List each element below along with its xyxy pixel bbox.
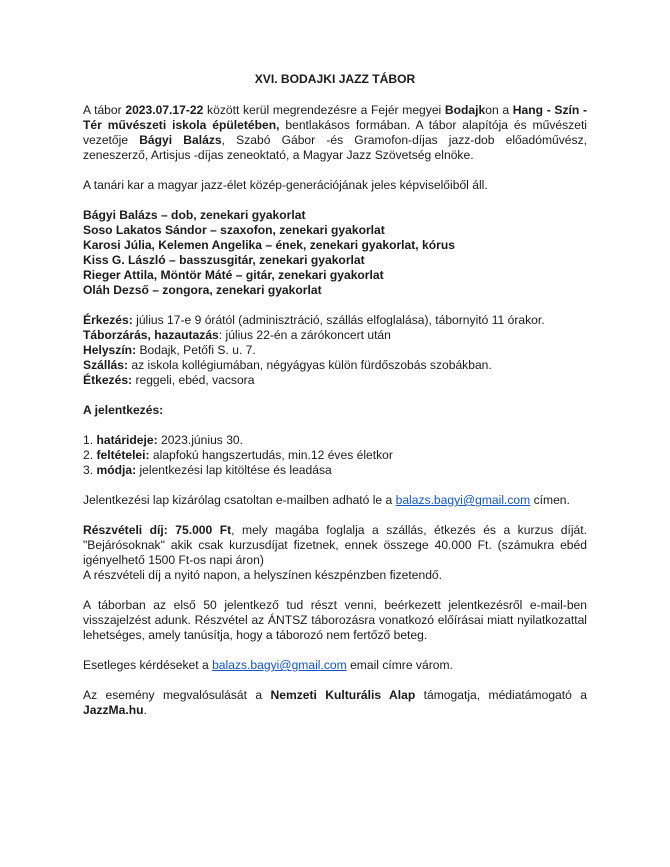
intro-text-2: között kerül megrendezésre a Fejér megyei bbox=[203, 103, 445, 117]
location-line bbox=[83, 343, 587, 358]
intro-text-1: A tábor bbox=[83, 103, 126, 117]
lodging-label: Szállás: bbox=[83, 358, 129, 372]
lodging-text: az iskola kollégiumában, négyágyas külön fürdőszobás szobákban. bbox=[128, 358, 492, 372]
camp-dates: 2023.07.17-22 bbox=[125, 103, 204, 117]
fee-paragraph bbox=[83, 523, 587, 583]
teacher-item: Rieger Attila, Möntör Máté – gitár, zenekari gyakorlat bbox=[83, 268, 384, 282]
questions-email-link[interactable]: balazs.bagyi@gmail.com bbox=[212, 658, 347, 672]
conditions-text: alapfokú hangszertudás, min.12 éves életkor bbox=[149, 448, 393, 462]
intro-text-5: , Szabó Gábor -és Gramofon-díjas jazz-dob előadóművész, zeneszerző, Artisjus -díjas zeneoktató, a Magyar Jazz Szövetség elnöke. bbox=[83, 133, 587, 162]
questions-text-2: email címre várom. bbox=[346, 658, 453, 672]
arrival-text: július 17-e 9 órától (adminisztráció, szállás elfoglalása), tábornyitó 11 órakor. bbox=[132, 313, 545, 327]
capacity-paragraph: A táborban az első 50 jelentkező tud részt venni, beérkezett jelentkezésről e-mail-ben visszajelzést adunk. Részvétel az ÁNTSZ táborozásra vonatkozó előírásai miatt nyilatkozattal lehetséges, amely tanúsítja, hogy a táborozó nem fertőző beteg. bbox=[83, 598, 587, 642]
application-header: A jelentkezés: bbox=[83, 403, 164, 417]
teacher-item: Oláh Dezső – zongora, zenekari gyakorlat bbox=[83, 283, 322, 297]
conditions-label: feltételei: bbox=[96, 448, 150, 462]
fee-text-2: A részvételi díj a nyitó napon, a helyszínen készpénzben fizetendő. bbox=[83, 568, 443, 582]
intro-text-3: on a bbox=[485, 103, 513, 117]
location-text: Bodajk, Petőfi S. u. 7. bbox=[136, 343, 256, 357]
email-paragraph bbox=[83, 493, 587, 508]
town-name: Bodajk bbox=[444, 103, 486, 117]
deadline-label: határideje: bbox=[96, 433, 158, 447]
arrival-line bbox=[83, 313, 587, 328]
support-text-1: Az esemény megvalósulását a bbox=[83, 688, 271, 702]
teacher-item: Kiss G. László – basszusgitár, zenekari gyakorlat bbox=[83, 253, 365, 267]
venue-name: Hang - Szín - Tér művészeti iskola épületében, bbox=[83, 103, 587, 132]
fee-text-1: , mely magába foglalja a szállás, étkezés és a kurzus díját. "Bejárósoknak" akik csak kurzusdíjat fizetnek, ennek összege 40.000 Ft. (számukra ebéd igényelhető 1500 Ft-os napi áron) bbox=[83, 523, 587, 567]
teacher-item: Karosi Júlia, Kelemen Angelika – ének, zenekari gyakorlat, kórus bbox=[83, 238, 455, 252]
arrival-label: Érkezés: bbox=[83, 313, 133, 327]
method-item bbox=[83, 463, 587, 478]
deadline-text: 2023.június 30. bbox=[157, 433, 244, 447]
email-link[interactable]: balazs.bagyi@gmail.com bbox=[395, 493, 531, 507]
closing-text: : július 22-én a zárókoncert után bbox=[218, 328, 391, 342]
document-title: XVI. BODAJKI JAZZ TÁBOR bbox=[254, 72, 416, 86]
item-number: 2. bbox=[83, 448, 97, 462]
meals-text: reggeli, ebéd, vacsora bbox=[132, 373, 255, 387]
deadline-item bbox=[83, 433, 587, 448]
support-paragraph bbox=[83, 688, 587, 718]
questions-text-1: Esetleges kérdéseket a bbox=[83, 658, 213, 672]
location-label: Helyszín: bbox=[83, 343, 137, 357]
camp-info bbox=[83, 313, 587, 388]
method-text: jelentkezési lap kitöltése és leadása bbox=[136, 463, 332, 477]
item-number: 3. bbox=[83, 463, 97, 477]
teacher-item: Bágyi Balázs – dob, zenekari gyakorlat bbox=[83, 208, 306, 222]
email-text-2: címen. bbox=[530, 493, 570, 507]
support-text-3: . bbox=[143, 703, 147, 717]
method-label: módja: bbox=[96, 463, 137, 477]
intro-paragraph bbox=[83, 103, 587, 163]
fund-name: Nemzeti Kulturális Alap bbox=[270, 688, 416, 702]
meals-label: Étkezés: bbox=[83, 373, 133, 387]
fee-label: Részvételi díj: 75.000 Ft bbox=[83, 523, 232, 537]
teacher-list bbox=[83, 208, 587, 298]
email-text-1: Jelentkezési lap kizárólag csatoltan e-mailben adható le a bbox=[83, 493, 396, 507]
conditions-item bbox=[83, 448, 587, 463]
questions-paragraph bbox=[83, 658, 587, 673]
support-text-2: támogatja, médiatámogató a bbox=[415, 688, 587, 702]
lodging-line bbox=[83, 358, 587, 373]
faculty-intro: A tanári kar a magyar jazz-élet közép-generációjának jeles képviselőiből áll. bbox=[83, 178, 488, 192]
document-page bbox=[83, 72, 587, 733]
item-number: 1. bbox=[83, 433, 97, 447]
application-list bbox=[83, 433, 587, 478]
media-partner: JazzMa.hu bbox=[83, 703, 144, 717]
meals-line bbox=[83, 373, 587, 388]
closing-line bbox=[83, 328, 587, 343]
teacher-item: Soso Lakatos Sándor – szaxofon, zenekari gyakorlat bbox=[83, 223, 385, 237]
founder-name: Bágyi Balázs bbox=[139, 133, 222, 147]
closing-label: Táborzárás, hazautazás bbox=[83, 328, 219, 342]
intro-text-4: bentlakásos formában. A tábor alapítója és művészeti vezetője bbox=[83, 118, 587, 147]
